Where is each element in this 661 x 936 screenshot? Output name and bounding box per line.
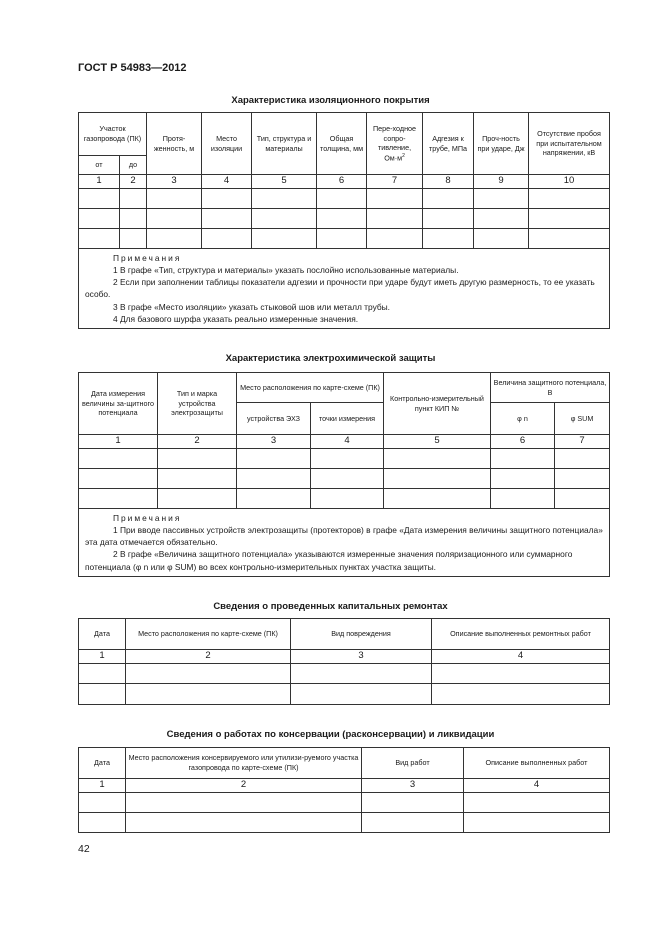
header-from: от	[79, 156, 120, 175]
header-date: Дата	[79, 619, 126, 650]
table-row	[79, 208, 610, 228]
header-ecp-device: устройства ЭХЗ	[237, 403, 311, 435]
table-row	[79, 228, 610, 248]
document-header: ГОСТ Р 54983—2012	[78, 62, 187, 74]
header-to: до	[120, 156, 147, 175]
header-section: Участок газопровода (ПК)	[79, 113, 147, 156]
conservation-section-title: Сведения о работах по консервации (расконсервации) и ликвидации	[166, 729, 495, 740]
table-row	[79, 664, 610, 684]
column-number-row: 1 2 3 4 5 6 7	[79, 435, 610, 449]
table-row	[79, 793, 610, 813]
page-number: 42	[78, 843, 90, 855]
column-number-row: 1 2 3 4	[79, 779, 610, 793]
column-number-row: 1 2 3 4 5 6 7 8 9 10	[79, 175, 610, 189]
header-work-description: Описание выполненных работ	[464, 748, 610, 779]
header-device-type: Тип и марка устройства электрозащиты	[158, 373, 237, 435]
header-adhesion: Адгезия к трубе, МПа	[423, 113, 474, 175]
note-item: 2 Если при заполнении таблицы показатели адгезии и прочности при ударе будут иметь другую размерность, то ее указать особо.	[85, 277, 595, 300]
table-row	[79, 488, 610, 508]
header-thickness: Общая толщина, мм	[317, 113, 367, 175]
table-row	[79, 468, 610, 488]
header-length: Протя-женность, м	[147, 113, 202, 175]
ecp-table	[78, 372, 610, 577]
note-item: 1 При вводе пассивных устройств электрозащиты (протекторов) в графе «Дата измерения величины защитного потенциала» эта дата отмечается обязательно.	[85, 525, 603, 548]
repairs-table	[78, 618, 610, 705]
header-transition-resistance: Пере-ходное сопро-тивление, $Ом\cdot м^2$	[367, 113, 423, 175]
insulation-section-title: Характеристика изоляционного покрытия	[231, 95, 430, 106]
note-item: 1 В графе «Тип, структура и материалы» указать послойно использованные материалы.	[113, 265, 459, 275]
header-measurement-date: Дата измерения величины за-щитного потенциала	[79, 373, 158, 435]
ecp-section-title: Характеристика электрохимической защиты	[225, 353, 436, 364]
column-number-row: 1 2 3 4	[79, 650, 610, 664]
note-item: 3 В графе «Место изоляции» указать стыковой шов или металл трубы.	[113, 301, 390, 312]
header-breakdown: Отсутствие пробоя при испытательном напряжении, кВ	[529, 113, 610, 175]
header-location: Место расположения консервируемого или утилизи-руемого участка газопровода по карте-схеме (ПК)	[126, 748, 362, 779]
header-damage-type: Вид повреждения	[291, 619, 432, 650]
notes-title: Примечания	[113, 252, 182, 263]
header-impact-strength: Проч-ность при ударе, Дж	[474, 113, 529, 175]
header-measurement-point: точки измерения	[311, 403, 384, 435]
header-phi-sum: φ SUM	[555, 403, 610, 435]
conservation-table	[78, 747, 610, 833]
header-potential: Величина защитного потенциала, В	[491, 373, 610, 403]
header-type-structure: Тип, структура и материалы	[252, 113, 317, 175]
header-work-type: Вид работ	[362, 748, 464, 779]
insulation-table	[78, 112, 610, 329]
header-date: Дата	[79, 748, 126, 779]
header-insulation-place: Место изоляции	[202, 113, 252, 175]
table-row	[79, 188, 610, 208]
notes-title: Примечания	[113, 512, 182, 523]
table-row	[79, 684, 610, 705]
table-row	[79, 813, 610, 833]
header-phi-n: φ n	[491, 403, 555, 435]
repairs-section-title: Сведения о проведенных капитальных ремонтах	[213, 601, 448, 612]
header-location: Место расположения по карте-схеме (ПК)	[237, 373, 384, 403]
header-location: Место расположения по карте-схеме (ПК)	[126, 619, 291, 650]
ecp-notes	[79, 508, 610, 576]
table-row	[79, 448, 610, 468]
header-work-description: Описание выполненных ремонтных работ	[432, 619, 610, 650]
header-kip: Контрольно-измерительный пункт КИП №	[384, 373, 491, 435]
note-item: 2 В графе «Величина защитного потенциала» указываются измеренные значения поляризационного или суммарного потенциала (φ n или φ SUM) во всех контрольно-измерительных пунктах участка защиты.	[85, 549, 573, 572]
insulation-notes	[79, 248, 610, 328]
note-item: 4 Для базового шурфа указать реально измеренные значения.	[113, 313, 359, 324]
